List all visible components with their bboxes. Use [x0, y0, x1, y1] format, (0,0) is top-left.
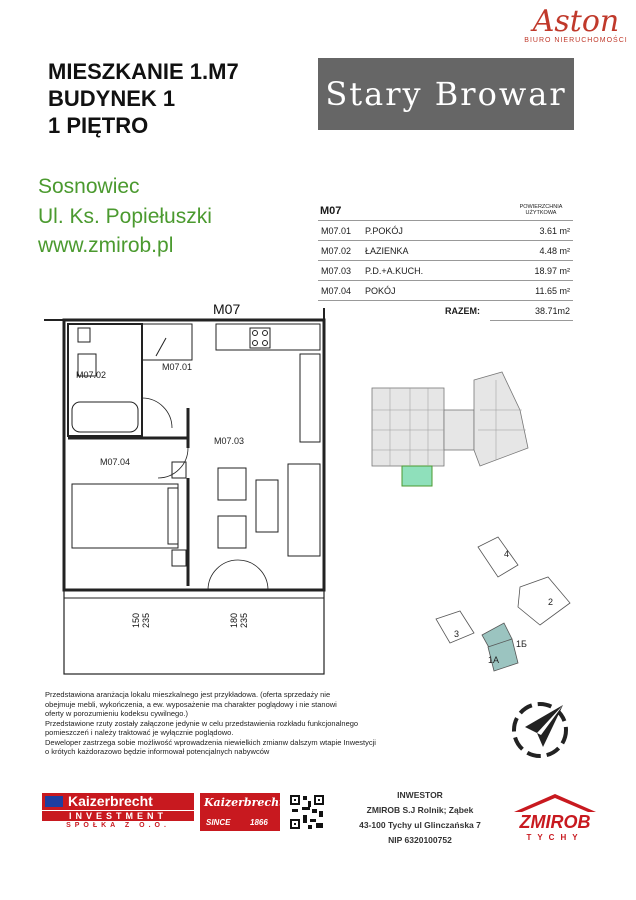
title-apartment: MIESZKANIE 1.M7: [48, 59, 239, 84]
zmirob-logo: [512, 794, 598, 846]
title-building: BUDYNEK 1: [48, 86, 176, 111]
stary-browar-logo: Stary Browar: [318, 58, 574, 130]
kitchen-side-counter: [300, 354, 320, 442]
dim-label: 235: [141, 612, 151, 628]
room-name: ŁAZIENKA: [362, 241, 490, 261]
floor-plan: [38, 298, 338, 683]
table-row: [318, 241, 573, 261]
site-plan: [420, 535, 580, 675]
armchair: [218, 468, 246, 500]
outer-wall: [64, 320, 324, 590]
building-4: [478, 537, 518, 577]
table-total-row: [318, 301, 573, 321]
toilet: [78, 328, 90, 342]
room-area: 3.61 m²: [490, 221, 573, 241]
aston-subtitle: BIURO NIERUCHOMOŚCI: [524, 37, 628, 44]
table-row: [318, 221, 573, 241]
dim-label: 180: [229, 612, 239, 628]
room-area: 4.48 m²: [490, 241, 573, 261]
investor-name: ZMIROB S.J Rolnik; Ząbek: [366, 805, 474, 815]
zmirob-name: ZMIROB: [519, 812, 591, 832]
kaizerbrecht-investment-logo: [42, 793, 194, 831]
qr-code-icon[interactable]: [288, 793, 326, 831]
room-code: M07.03: [318, 261, 362, 281]
building-label: 2: [548, 597, 554, 607]
kaizer-company: SPÓŁKA Z O.O.: [66, 822, 170, 829]
street: Ul. Ks. Popiełuszki: [38, 205, 212, 228]
balcony: [64, 590, 324, 674]
area-table: [318, 204, 573, 321]
kaizer2-year: 1866: [250, 818, 268, 827]
compass-icon: [505, 695, 575, 765]
note-line: pomieszczeń i należy traktować je wyłącznie poglądowo.: [45, 728, 234, 737]
note-line: obejmuje mebli, wykończenia, a ew. wyposażenie ma charakter poglądowy i nie stanowi: [45, 699, 337, 709]
table-row: [318, 261, 573, 281]
note-line: o krótych każdorazowo będzie informował potencjalnych nabywców: [45, 747, 270, 756]
investor-info: [330, 788, 510, 848]
city: Sosnowiec: [38, 175, 140, 198]
bathroom-walls: [68, 324, 142, 436]
aston-logo: [520, 4, 632, 44]
building-2: [518, 577, 570, 625]
room-label-bath: M07.02: [76, 370, 107, 380]
room-code: M07.02: [318, 241, 362, 261]
kaizerbrecht-brewery-logo: [200, 793, 285, 831]
roof-icon: [512, 794, 598, 814]
table-row: [318, 281, 573, 301]
room-code: M07.04: [318, 281, 362, 301]
area-column-header-2: UŻYTKOWA: [525, 210, 557, 216]
zmirob-city: TYCHY: [526, 833, 584, 842]
dim-label: 235: [239, 612, 249, 628]
building-label: 1A: [488, 655, 500, 665]
bed: [72, 484, 178, 548]
bathtub: [72, 402, 138, 432]
room-label-hall: M07.01: [162, 362, 193, 372]
note-line: Przedstawione rzuty zostały załączone jedynie w celu przedstawienia rozkładu funkcjonalnego: [45, 718, 359, 728]
armchair: [218, 516, 246, 548]
area-rows: [318, 221, 573, 321]
room-area: 18.97 m²: [490, 261, 573, 281]
investor-address: 43-100 Tychy ul Glinczańska 7: [359, 820, 481, 830]
room-name: P.POKÓJ: [362, 221, 490, 241]
building-label: 4: [504, 549, 510, 559]
investor-nip: NIP 6320100752: [388, 835, 452, 845]
room-name: POKÓJ: [362, 281, 490, 301]
highlighted-unit: [402, 466, 432, 486]
total-label: RAZEM:: [445, 305, 481, 316]
plan-unit-label: M07: [213, 301, 241, 317]
building-label: 3: [454, 629, 460, 639]
kaizer2-since: SINCE: [206, 818, 231, 827]
eu-flag-icon: [45, 796, 63, 807]
room-code: M07.01: [318, 221, 362, 241]
dim-label: 150: [131, 612, 141, 628]
note-line: oferty w porozumieniu kodeksu cywilnego.): [45, 709, 188, 718]
kaizer-investment: INVESTMENT: [68, 811, 167, 821]
kaizer2-name: Kaizerbrecht: [204, 796, 285, 809]
investor-title: INWESTOR: [397, 790, 443, 800]
total-value: 38.71m2: [490, 301, 573, 321]
room-name: P.D.+A.KUCH.: [362, 261, 490, 281]
building-wing-left: [372, 388, 444, 466]
building-label: 1Б: [516, 639, 527, 649]
area-table-unit: M07: [320, 205, 342, 217]
disclaimer-notes: [45, 690, 385, 757]
note-line: Przedstawiona aranżacja lokalu mieszkalnego jest przykładowa. (oferta sprzedaży nie: [45, 690, 331, 699]
aston-name: Aston: [532, 4, 620, 39]
coffee-table: [256, 480, 278, 532]
room-label-bedroom: M07.04: [100, 457, 131, 467]
note-line: Deweloper zastrzega sobie możliwość wprowadzenia niewielkich zmianw dalszym wtapie Inwestycji: [45, 737, 376, 747]
sofa: [288, 464, 320, 556]
kaizer-title: Kaizerbrecht: [68, 793, 153, 809]
room-label-living: M07.03: [214, 436, 245, 446]
area-column-header-1: POWIERZCHNIA: [519, 204, 563, 210]
website-link[interactable]: www.zmirob.pl: [38, 234, 174, 257]
building-floor-plan: [370, 370, 530, 490]
room-area: 11.65 m²: [490, 281, 573, 301]
title-floor: 1 PIĘTRO: [48, 113, 149, 138]
